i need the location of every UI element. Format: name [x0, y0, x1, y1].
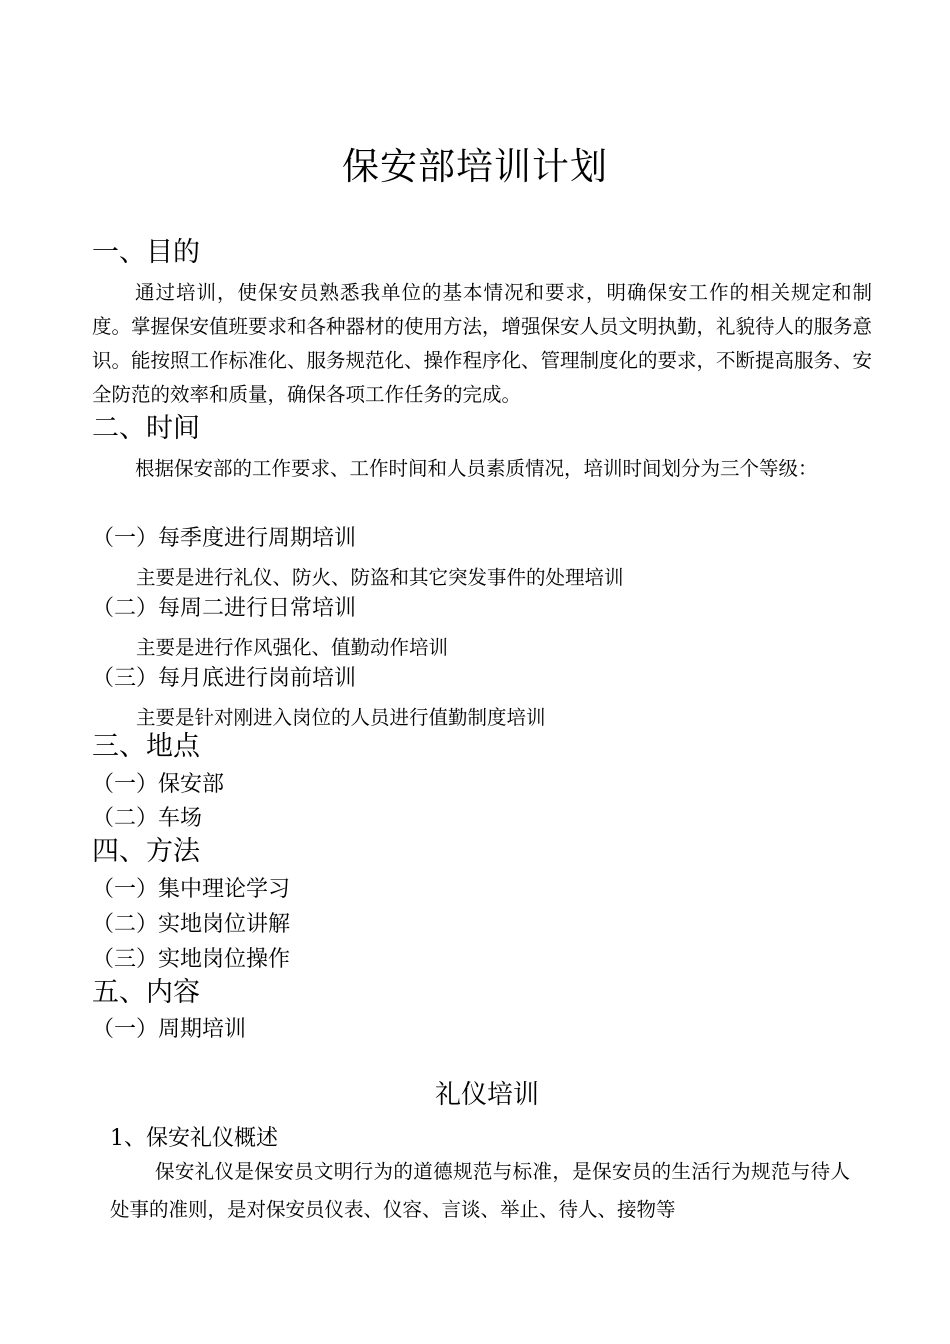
method-item-3: （三）实地岗位操作 — [92, 947, 291, 972]
section-heading-method: 四、方法 — [92, 836, 200, 867]
time-item-2-desc: 主要是进行作风强化、值勤动作培训 — [136, 636, 449, 659]
method-item-1: （一）集中理论学习 — [92, 877, 291, 902]
etiquette-paragraph: 保安礼仪是保安员文明行为的道德规范与标准，是保安员的生活行为规范与待人处事的准则，是对保安员仪表、仪容、言谈、举止、待人、接物等 — [110, 1160, 850, 1221]
method-item-2: （二）实地岗位讲解 — [92, 912, 291, 937]
section-heading-content: 五、内容 — [92, 977, 200, 1008]
location-item-2: （二）车场 — [92, 806, 203, 831]
section-heading-time: 二、时间 — [92, 413, 200, 444]
etiquette-body — [110, 1153, 850, 1229]
section-purpose-body — [92, 276, 872, 412]
section-heading-location: 三、地点 — [92, 731, 200, 762]
etiquette-subheading: 1、保安礼仪概述 — [110, 1126, 278, 1151]
purpose-paragraph: 通过培训，使保安员熟悉我单位的基本情况和要求，明确保安工作的相关规定和制度。掌握保安值班要求和各种器材的使用方法，增强保安人员文明执勤，礼貌待人的服务意识。能按照工作标准化、服务规范化、操作程序化、管理制度化的要求，不断提高服务、安全防范的效率和质量，确保各项工作任务的完成。 — [92, 281, 873, 406]
time-paragraph: 根据保安部的工作要求、工作时间和人员素质情况，培训时间划分为三个等级： — [135, 457, 818, 480]
location-item-1: （一）保安部 — [92, 772, 225, 797]
section-time-body — [92, 452, 872, 486]
content-item-1: （一）周期培训 — [92, 1017, 247, 1042]
time-item-1-desc: 主要是进行礼仪、防火、防盗和其它突发事件的处理培训 — [136, 566, 624, 589]
etiquette-title: 礼仪培训 — [434, 1080, 539, 1110]
page-title: 保安部培训计划 — [342, 145, 608, 188]
time-item-3-label: （三）每月底进行岗前培训 — [92, 666, 357, 691]
time-item-3-desc: 主要是针对刚进入岗位的人员进行值勤制度培训 — [136, 706, 546, 729]
section-heading-purpose: 一、目的 — [92, 237, 200, 268]
time-item-2-label: （二）每周二进行日常培训 — [92, 596, 357, 621]
time-item-1-label: （一）每季度进行周期培训 — [92, 526, 357, 551]
